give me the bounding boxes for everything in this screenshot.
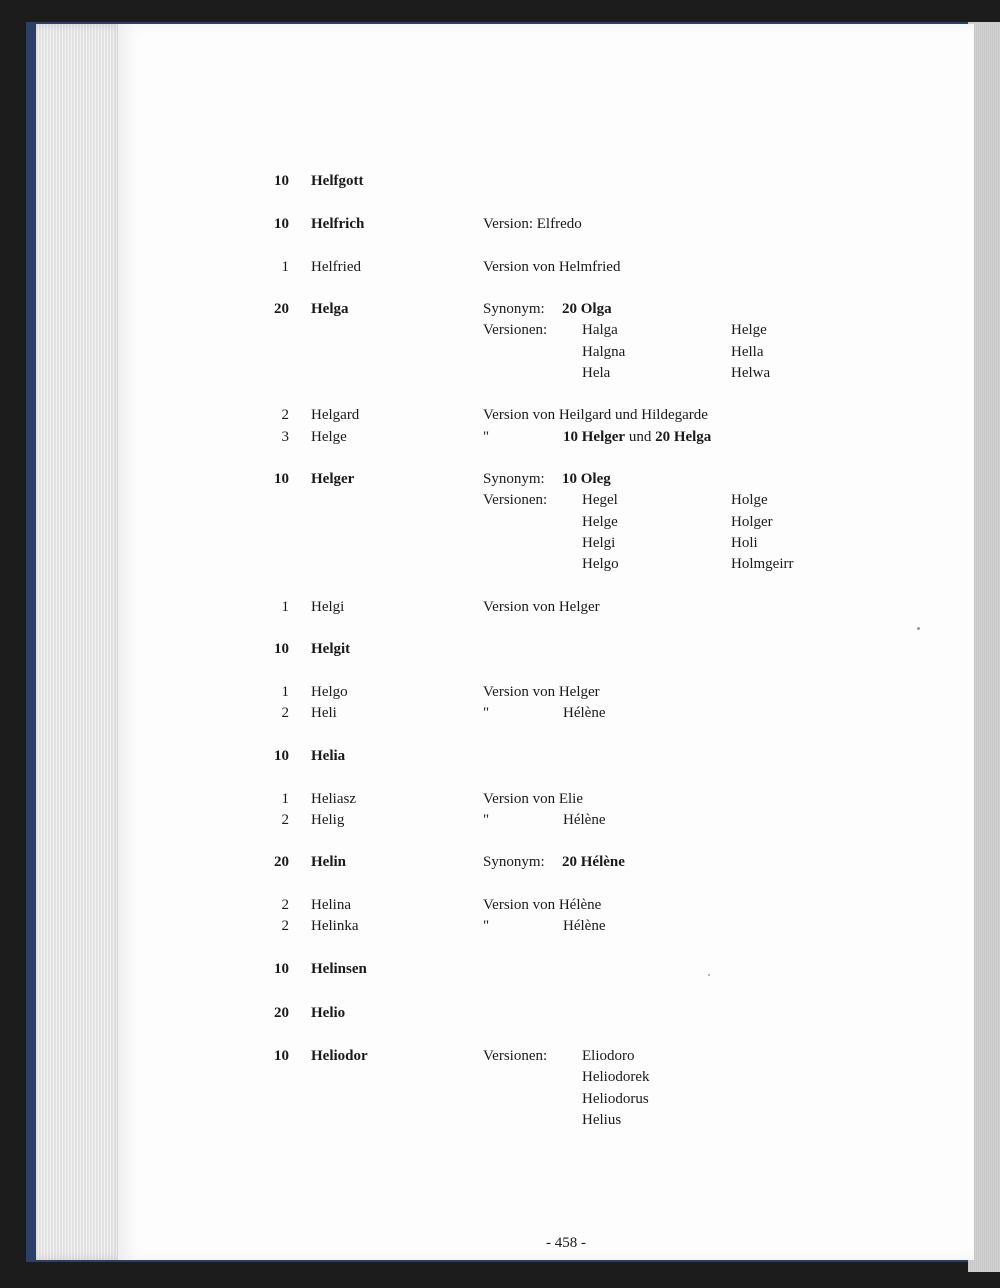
entry-row bbox=[0, 788, 1000, 810]
entry-number: 1 bbox=[281, 791, 289, 807]
entry-name: Helfrich bbox=[311, 216, 365, 232]
entry-variant: Heliodorek bbox=[582, 1069, 650, 1086]
entry-number: 20 bbox=[274, 1005, 289, 1021]
entry-number: 2 bbox=[281, 407, 289, 423]
entry-row bbox=[0, 596, 1000, 618]
entry-number: 2 bbox=[281, 812, 289, 828]
entry-note: Version von Helger bbox=[483, 599, 600, 615]
entry-note: Version von Elie bbox=[483, 791, 583, 807]
entry-name: Helina bbox=[311, 897, 351, 913]
entry-note: Version: Elfredo bbox=[483, 216, 582, 232]
entry-continuation-row bbox=[0, 1109, 1000, 1131]
entry-number: 10 bbox=[274, 216, 289, 232]
speck bbox=[708, 974, 710, 976]
entry-name: Helfried bbox=[311, 259, 361, 275]
entry-variant: Halgna bbox=[582, 343, 626, 360]
entry-note: " bbox=[483, 705, 490, 721]
entry-row bbox=[0, 468, 1000, 490]
entry-number: 10 bbox=[274, 173, 289, 189]
entry-note: Version von Heilgard und Hildegarde bbox=[483, 407, 708, 423]
entry-name: Helio bbox=[311, 1005, 346, 1021]
entry-variant: Helge bbox=[582, 513, 618, 530]
entry-row bbox=[0, 702, 1000, 724]
entry-continuation-row bbox=[0, 532, 1000, 554]
entry-continuation-row bbox=[0, 341, 1000, 363]
entry-variant: Holge bbox=[731, 492, 768, 509]
entry-note: Synonym: bbox=[483, 854, 545, 870]
entry-number: 10 bbox=[274, 961, 289, 977]
entry-note: Version von Helmfried bbox=[483, 259, 621, 275]
entry-name: Helge bbox=[311, 429, 347, 445]
entry-number: 2 bbox=[281, 918, 289, 934]
entry-number: 3 bbox=[281, 429, 289, 445]
entry-variant: Hélène bbox=[563, 705, 606, 721]
entry-name: Helger bbox=[311, 471, 355, 487]
entry-variant: Hélène bbox=[563, 812, 606, 828]
entry-name: Helin bbox=[311, 854, 347, 870]
entry-row bbox=[0, 213, 1000, 235]
entry-number: 20 bbox=[274, 854, 289, 870]
entry-continuation-row bbox=[0, 362, 1000, 384]
entry-variant: Helgo bbox=[582, 556, 619, 573]
entry-variant: 10 Helger und 20 Helga bbox=[563, 429, 712, 445]
entry-row bbox=[0, 915, 1000, 937]
entry-variant: Hela bbox=[582, 364, 611, 381]
entry-number: 10 bbox=[274, 641, 289, 657]
entry-number: 10 bbox=[274, 748, 289, 764]
entry-name: Helgit bbox=[311, 641, 351, 657]
entry-note: " bbox=[483, 429, 490, 445]
entry-number: 2 bbox=[281, 897, 289, 913]
entry-name: Helig bbox=[311, 812, 345, 828]
entry-name: Helinsen bbox=[311, 961, 367, 977]
entry-note: Versionen: bbox=[483, 492, 548, 509]
entry-name: Helgo bbox=[311, 684, 348, 700]
entry-row bbox=[0, 404, 1000, 426]
entry-variant: Holger bbox=[731, 513, 773, 530]
entry-row bbox=[0, 681, 1000, 703]
entry-row bbox=[0, 958, 1000, 980]
entry-continuation-row bbox=[0, 489, 1000, 511]
entry-variant: 20 Olga bbox=[562, 301, 612, 317]
entry-variant: Helius bbox=[582, 1111, 622, 1128]
entry-name: Helgard bbox=[311, 407, 360, 423]
entry-name: Helfgott bbox=[311, 173, 364, 189]
entry-variant: Hella bbox=[731, 343, 764, 360]
entry-note: Synonym: bbox=[483, 301, 545, 317]
entry-variant: Eliodoro bbox=[582, 1048, 635, 1064]
entry-number: 1 bbox=[281, 599, 289, 615]
entry-row bbox=[0, 1002, 1000, 1024]
entry-row bbox=[0, 809, 1000, 831]
entry-variant: Helgi bbox=[582, 534, 616, 551]
entry-note: Versionen: bbox=[483, 1048, 548, 1064]
entry-variant: Heliodorus bbox=[582, 1090, 649, 1107]
entry-variant: 20 Hélène bbox=[562, 854, 625, 870]
entry-continuation-row bbox=[0, 1088, 1000, 1110]
entry-number: 1 bbox=[281, 259, 289, 275]
speck bbox=[917, 627, 920, 630]
entry-number: 2 bbox=[281, 705, 289, 721]
entry-variant: 10 Oleg bbox=[562, 471, 611, 487]
entry-row bbox=[0, 298, 1000, 320]
page-number: - 458 - bbox=[546, 1235, 586, 1251]
entry-number: 1 bbox=[281, 684, 289, 700]
entry-continuation-row bbox=[0, 1066, 1000, 1088]
entry-name: Helga bbox=[311, 301, 349, 317]
entry-variant: Hélène bbox=[563, 918, 606, 934]
entry-continuation-row bbox=[0, 319, 1000, 341]
entry-name: Heliodor bbox=[311, 1048, 368, 1064]
entry-note: " bbox=[483, 812, 490, 828]
entry-note: Version von Hélène bbox=[483, 897, 602, 913]
entry-row bbox=[0, 894, 1000, 916]
entry-row bbox=[0, 170, 1000, 192]
entry-row bbox=[0, 1045, 1000, 1067]
entry-number: 20 bbox=[274, 301, 289, 317]
entry-name: Heli bbox=[311, 705, 337, 721]
entry-row bbox=[0, 256, 1000, 278]
entry-variant: Holi bbox=[731, 534, 758, 551]
entry-note: Version von Helger bbox=[483, 684, 600, 700]
entry-variant: Hegel bbox=[582, 492, 618, 509]
entry-name: Helia bbox=[311, 748, 346, 764]
entry-variant: Halga bbox=[582, 322, 618, 339]
entry-note: Versionen: bbox=[483, 322, 548, 339]
entry-name: Helgi bbox=[311, 599, 345, 615]
entry-name: Heliasz bbox=[311, 791, 356, 807]
entry-row bbox=[0, 426, 1000, 448]
entry-variant: Helwa bbox=[731, 364, 771, 381]
entry-continuation-row bbox=[0, 553, 1000, 575]
entry-number: 10 bbox=[274, 471, 289, 487]
entry-continuation-row bbox=[0, 511, 1000, 533]
entry-variant: Helge bbox=[731, 322, 767, 339]
entry-name: Helinka bbox=[311, 918, 359, 934]
entry-note: " bbox=[483, 918, 490, 934]
entry-row bbox=[0, 851, 1000, 873]
entry-note: Synonym: bbox=[483, 471, 545, 487]
entry-row bbox=[0, 638, 1000, 660]
entry-variant: Holmgeirr bbox=[731, 556, 794, 573]
entry-number: 10 bbox=[274, 1048, 289, 1064]
entry-row bbox=[0, 745, 1000, 767]
